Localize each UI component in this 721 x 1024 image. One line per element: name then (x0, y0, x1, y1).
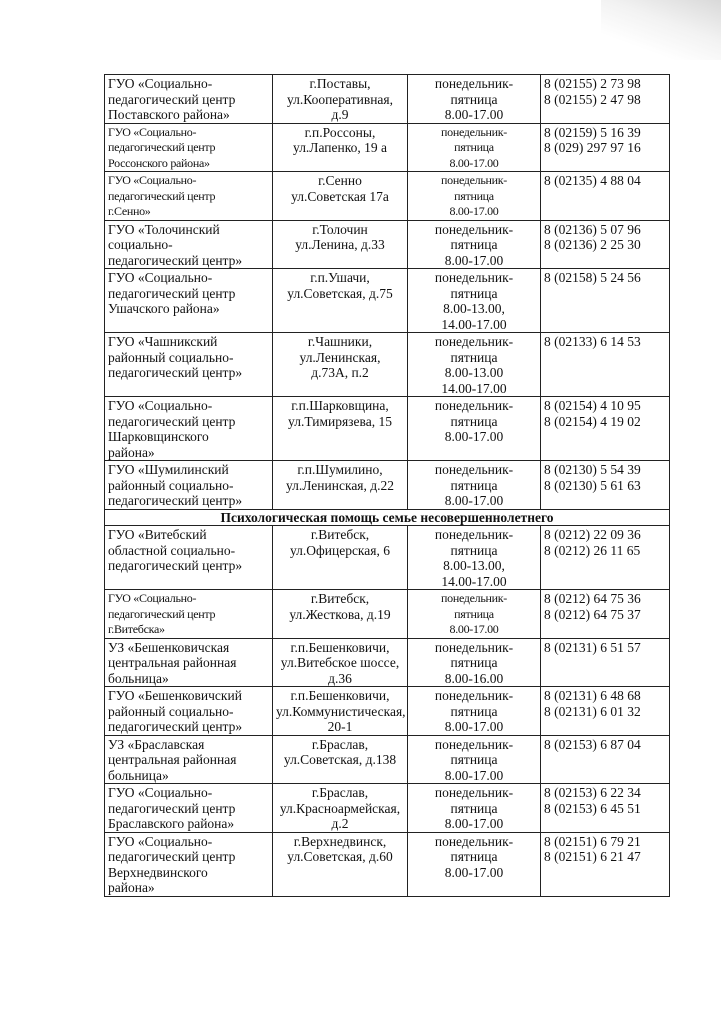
hours-cell-line: понедельник- (441, 173, 507, 187)
phones-cell-line: 8 (02154) 4 19 02 (544, 413, 641, 429)
phones-cell-line: 8 (02136) 2 25 30 (544, 237, 641, 252)
organization-cell (105, 269, 273, 333)
organization-cell-line: ГУО «Шумилинский (108, 462, 229, 477)
phones-cell-line: 8 (0212) 64 75 36 (544, 591, 641, 606)
phones-cell (541, 735, 670, 784)
hours-cell-line: понедельник- (434, 398, 514, 413)
phones-cell (541, 333, 670, 397)
hours-cell (408, 397, 541, 461)
hours-cell-line: пятница (450, 752, 498, 767)
phones-cell-line: 8 (02130) 5 61 63 (544, 477, 641, 493)
address-cell-line: г.Витебск, (310, 527, 370, 542)
hours-cell-line: понедельник- (434, 270, 514, 285)
organization-cell-line: больница» (108, 767, 169, 783)
organization-cell-line: ГУО «Социально- (108, 270, 213, 285)
hours-cell-line: понедельник- (434, 639, 514, 655)
organization-cell-line: Россонского района» (108, 155, 210, 170)
hours-cell-line: 8.00-17.00 (444, 767, 504, 783)
hours-cell-line: 8.00-17.00 (444, 493, 504, 508)
organization-cell-line: педагогический центр (108, 285, 236, 301)
organization-cell-line: педагогический центр (108, 413, 236, 429)
hours-cell (408, 172, 541, 221)
address-cell-line: д.9 (331, 107, 349, 122)
address-cell-line: ул.Коммунистическая, (276, 703, 406, 719)
hours-cell-line: 14.00-17.00 (441, 573, 507, 589)
hours-cell-line: понедельник- (434, 76, 514, 91)
scan-shadow (601, 0, 721, 60)
phones-cell-line: 8 (02153) 6 87 04 (544, 736, 641, 752)
organization-cell-line: УЗ «Бешенковичская (108, 639, 230, 655)
address-cell-line: ул.Советская, д.60 (287, 849, 393, 864)
address-cell (273, 220, 408, 269)
address-cell (273, 784, 408, 833)
hours-cell-line: 8.00-16.00 (444, 670, 504, 686)
address-cell-line: ул.Ленинская, д.22 (285, 477, 395, 493)
table-row (105, 461, 670, 510)
organization-cell (105, 123, 273, 172)
phones-cell (541, 220, 670, 269)
hours-cell-line: понедельник- (434, 221, 514, 237)
address-cell-line: г.п.Бешенковичи, (290, 688, 390, 703)
organization-cell-line: районный социально- (108, 703, 234, 719)
hours-cell (408, 735, 541, 784)
hours-cell-line: 14.00-17.00 (441, 380, 507, 396)
organization-cell-line: педагогический центр (108, 849, 236, 864)
organization-cell-line: педагогический центр (108, 188, 216, 203)
organization-cell-line: педагогический центр (108, 140, 216, 154)
hours-cell-line: пятница (450, 542, 498, 558)
organization-cell-line: ГУО «Социально- (108, 124, 197, 139)
phones-cell (541, 526, 670, 590)
address-cell (273, 590, 408, 639)
organization-cell (105, 397, 273, 461)
address-cell-line: ул.Красноармейская, (279, 800, 401, 816)
address-cell (273, 333, 408, 397)
hours-cell-line: пятница (450, 655, 498, 670)
phones-cell (541, 638, 670, 687)
phones-cell-line: 8 (02158) 5 24 56 (544, 270, 641, 285)
organization-cell-line: района» (108, 444, 155, 460)
hours-cell (408, 333, 541, 397)
hours-cell (408, 123, 541, 172)
phones-cell-line: 8 (0212) 26 11 65 (544, 542, 641, 558)
address-cell (273, 832, 408, 896)
hours-cell-line: 8.00-17.00 (444, 864, 504, 880)
organization-cell-line: педагогический центр (108, 91, 236, 107)
hours-cell-line: понедельник- (441, 591, 507, 605)
hours-cell-line: пятница (450, 237, 498, 252)
address-cell (273, 638, 408, 687)
organization-cell (105, 333, 273, 397)
organization-cell (105, 590, 273, 639)
hours-cell-line: 8.00-17.00 (444, 107, 504, 122)
hours-cell (408, 638, 541, 687)
address-cell-line: г.п.Шарковщина, (291, 398, 389, 413)
hours-cell-line: пятница (454, 606, 494, 621)
organization-cell-line: УЗ «Браславская (108, 736, 205, 752)
table-row (105, 526, 670, 590)
address-cell (273, 123, 408, 172)
phones-cell-line: 8 (02151) 6 79 21 (544, 833, 641, 849)
hours-cell-line: 8.00-17.00 (444, 429, 504, 444)
hours-cell (408, 526, 541, 590)
organization-cell-line: Поставского района» (108, 107, 230, 122)
table-row (105, 172, 670, 221)
phones-cell (541, 461, 670, 510)
organization-cell-line: педагогический центр» (108, 252, 243, 268)
organization-cell (105, 220, 273, 269)
hours-cell-line: 8.00-13.00 (444, 365, 504, 380)
organization-cell-line: районный социально- (108, 477, 234, 493)
table-row (105, 269, 670, 333)
phones-cell-line: 8 (02130) 5 54 39 (544, 462, 641, 477)
phones-cell (541, 687, 670, 736)
hours-cell-line: пятница (450, 285, 498, 301)
hours-cell (408, 75, 541, 124)
organization-cell (105, 638, 273, 687)
organization-cell-line: педагогический центр» (108, 365, 243, 380)
address-cell-line: ул.Тимирязева, 15 (288, 413, 392, 429)
address-cell-line: ул.Ленина, д.33 (295, 237, 385, 252)
organization-cell-line: педагогический центр» (108, 493, 243, 508)
section-title: Психологическая помощь семье несовершеннолетнего (105, 509, 670, 526)
organization-cell-line: г.Сенно» (108, 204, 151, 218)
hours-cell-line: пятница (450, 849, 498, 864)
table-row (105, 75, 670, 124)
phones-cell-line: 8 (02133) 6 14 53 (544, 334, 641, 349)
institutions-table (104, 74, 670, 897)
hours-cell-line: 14.00-17.00 (441, 316, 507, 332)
address-cell-line: г.Браслав, (311, 736, 369, 752)
address-cell (273, 269, 408, 333)
hours-cell-line: пятница (450, 413, 498, 429)
hours-cell-line: пятница (450, 703, 498, 719)
hours-cell-line: понедельник- (434, 736, 514, 752)
address-cell-line: г.п.Шумилино, (297, 462, 383, 477)
phones-cell-line: 8 (02159) 5 16 39 (544, 124, 641, 140)
phones-cell (541, 590, 670, 639)
address-cell-line: ул.Витебское шоссе, (280, 655, 400, 670)
organization-cell-line: района» (108, 880, 155, 895)
organization-cell-line: Браславского района» (108, 816, 235, 831)
phones-cell-line: 8 (02151) 6 21 47 (544, 849, 641, 864)
hours-cell-line: понедельник- (434, 833, 514, 849)
hours-cell (408, 784, 541, 833)
hours-cell-line: 8.00-17.00 (449, 155, 499, 170)
address-cell (273, 687, 408, 736)
table-row (105, 123, 670, 172)
address-cell (273, 75, 408, 124)
hours-cell-line: пятница (450, 800, 498, 816)
hours-cell-line: пятница (450, 91, 498, 107)
phones-cell-line: 8 (029) 297 97 16 (544, 140, 641, 155)
hours-cell-line: 8.00-17.00 (444, 816, 504, 831)
address-cell-line: ул.Лапенко, 19 а (293, 140, 387, 155)
phones-cell-line: 8 (02155) 2 73 98 (544, 76, 641, 91)
address-cell-line: 20-1 (327, 719, 353, 734)
hours-cell-line: пятница (450, 349, 498, 365)
phones-cell (541, 123, 670, 172)
hours-cell-line: 8.00-17.00 (449, 622, 499, 636)
address-cell-line: г.п.Россоны, (304, 124, 376, 140)
phones-cell-line: 8 (0212) 22 09 36 (544, 527, 641, 542)
organization-cell-line: ГУО «Витебский (108, 527, 207, 542)
table-row (105, 220, 670, 269)
table-row (105, 590, 670, 639)
phones-cell-line: 8 (02154) 4 10 95 (544, 398, 641, 413)
address-cell-line: ул.Жесткова, д.19 (289, 606, 391, 622)
phones-cell (541, 784, 670, 833)
organization-cell (105, 75, 273, 124)
organization-cell (105, 526, 273, 590)
table-row (105, 397, 670, 461)
address-cell-line: г.Витебск, (310, 591, 370, 606)
phones-cell-line: 8 (02153) 6 45 51 (544, 800, 641, 816)
organization-cell-line: ГУО «Толочинский (108, 221, 220, 237)
organization-cell-line: педагогический центр» (108, 719, 243, 734)
table-row (105, 638, 670, 687)
phones-cell-line: 8 (02131) 6 01 32 (544, 703, 641, 719)
address-cell-line: г.Верхнедвинск, (293, 833, 387, 849)
address-cell-line: д.36 (328, 670, 352, 686)
phones-cell-line: 8 (02131) 6 51 57 (544, 639, 641, 655)
institutions-table-body (105, 75, 670, 897)
hours-cell (408, 687, 541, 736)
hours-cell-line: 8.00-17.00 (444, 719, 504, 734)
hours-cell-line: пятница (454, 188, 494, 203)
organization-cell-line: ГУО «Чашникский (108, 334, 218, 349)
organization-cell-line: педагогический центр» (108, 558, 243, 573)
address-cell-line: ул.Советская, д.138 (283, 752, 397, 767)
organization-cell-line: больница» (108, 670, 169, 686)
hours-cell (408, 590, 541, 639)
organization-cell (105, 832, 273, 896)
hours-cell-line: понедельник- (434, 688, 514, 703)
address-cell (273, 735, 408, 784)
address-cell-line: д.2 (331, 816, 349, 831)
organization-cell-line: педагогический центр (108, 800, 236, 816)
organization-cell (105, 172, 273, 221)
organization-cell (105, 687, 273, 736)
table-row (105, 687, 670, 736)
address-cell-line: д.73А, п.2 (311, 365, 369, 380)
address-cell-line: ул.Советская 17а (291, 188, 389, 204)
phones-cell-line: 8 (02153) 6 22 34 (544, 785, 641, 800)
organization-cell-line: ГУО «Социально- (108, 785, 213, 800)
address-cell-line: г.п.Бешенковичи, (290, 639, 390, 655)
organization-cell-line: Ушачского района» (108, 301, 220, 316)
table-row (105, 784, 670, 833)
address-cell-line: г.Браслав, (311, 785, 369, 800)
address-cell-line: г.Поставы, (309, 76, 371, 91)
organization-cell-line: ГУО «Социально- (108, 398, 213, 413)
address-cell (273, 526, 408, 590)
hours-cell-line: 8.00-17.00 (444, 252, 504, 268)
organization-cell-line: ГУО «Бешенковичский (108, 688, 242, 703)
phones-cell (541, 397, 670, 461)
address-cell-line: г.Чашники, (307, 334, 373, 349)
organization-cell-line: педагогический центр (108, 606, 216, 621)
address-cell-line: г.Толочин (312, 221, 368, 237)
hours-cell (408, 461, 541, 510)
address-cell-line: ул.Советская, д.75 (287, 285, 393, 301)
hours-cell-line: понедельник- (441, 124, 507, 139)
organization-cell-line: ГУО «Социально- (108, 591, 197, 605)
hours-cell (408, 832, 541, 896)
organization-cell-line: Шарковщинского (108, 429, 209, 444)
section-header-row (105, 509, 670, 526)
organization-cell-line: центральная районная (108, 752, 237, 767)
table-row (105, 735, 670, 784)
address-cell-line: ул.Ленинская, (299, 349, 381, 365)
hours-cell-line: 8.00-13.00, (443, 558, 505, 573)
address-cell (273, 461, 408, 510)
table-row (105, 333, 670, 397)
organization-cell-line: г.Витебска» (108, 622, 165, 636)
organization-cell (105, 735, 273, 784)
phones-cell-line: 8 (02131) 6 48 68 (544, 688, 641, 703)
organization-cell-line: социально- (108, 237, 173, 252)
organization-cell-line: ГУО «Социально- (108, 76, 213, 91)
hours-cell (408, 269, 541, 333)
phones-cell-line: 8 (02135) 4 88 04 (544, 173, 641, 188)
phones-cell-line: 8 (02155) 2 47 98 (544, 91, 641, 107)
hours-cell-line: 8.00-17.00 (449, 204, 499, 218)
phones-cell-line: 8 (02136) 5 07 96 (544, 221, 641, 237)
hours-cell-line: 8.00-13.00, (443, 301, 505, 316)
organization-cell-line: районный социально- (108, 349, 234, 365)
phones-cell-line: 8 (0212) 64 75 37 (544, 606, 641, 622)
organization-cell-line: областной социально- (108, 542, 236, 558)
hours-cell-line: понедельник- (434, 527, 514, 542)
organization-cell-line: Верхнедвинского (108, 864, 208, 880)
address-cell (273, 397, 408, 461)
table-row (105, 832, 670, 896)
organization-cell (105, 784, 273, 833)
hours-cell-line: понедельник- (434, 785, 514, 800)
organization-cell-line: ГУО «Социально- (108, 833, 213, 849)
address-cell-line: г.п.Ушачи, (310, 270, 370, 285)
address-cell-line: ул.Офицерская, 6 (289, 542, 390, 558)
address-cell-line: г.Сенно (318, 173, 362, 188)
hours-cell-line: понедельник- (434, 462, 514, 477)
hours-cell-line: пятница (450, 477, 498, 493)
phones-cell (541, 832, 670, 896)
phones-cell (541, 269, 670, 333)
hours-cell-line: пятница (454, 140, 494, 154)
organization-cell-line: центральная районная (108, 655, 237, 670)
hours-cell (408, 220, 541, 269)
organization-cell (105, 461, 273, 510)
address-cell-line: ул.Кооперативная, (286, 91, 393, 107)
hours-cell-line: понедельник- (434, 334, 514, 349)
phones-cell (541, 172, 670, 221)
organization-cell-line: ГУО «Социально- (108, 173, 197, 187)
address-cell (273, 172, 408, 221)
phones-cell (541, 75, 670, 124)
